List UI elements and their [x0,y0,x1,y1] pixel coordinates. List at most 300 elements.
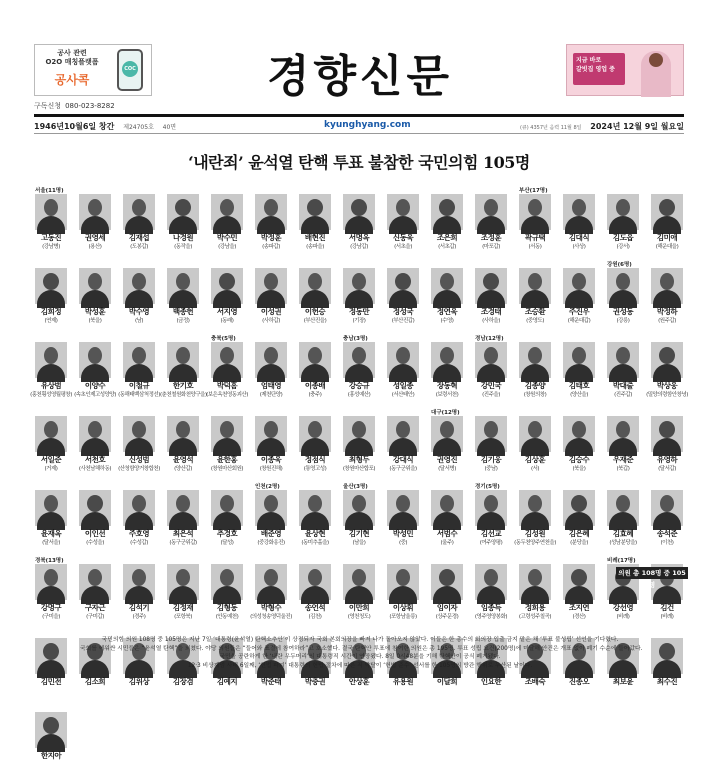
member-card [296,416,334,478]
portrait-head [352,495,366,512]
portrait-head [616,199,630,216]
member-card [516,194,554,256]
member-name: 조정훈 [480,233,502,242]
member-name: 박대출 [612,381,634,390]
member-district: (해운대을) [655,244,679,250]
phone-icon [117,49,143,91]
member-name: 서명옥 [348,233,370,242]
member-name: 조은희 [436,233,458,242]
member-name: 정연욱 [436,307,458,316]
member-name: 강민국 [480,381,502,390]
ad-left-brand: 공사콕 [54,73,90,87]
member-district: (창원마산합포) [342,466,376,472]
portrait-head [43,273,59,290]
member-district: (중영도) [526,318,544,324]
portrait-head [352,569,366,586]
portrait-head [528,199,542,216]
member-photo [211,490,243,526]
member-card [208,194,246,256]
member-photo [343,194,375,230]
portrait-head [88,347,102,364]
member-district: (연제) [44,318,58,324]
portrait-head [352,347,366,364]
member-district: (달서을) [42,540,60,546]
member-district: (속초인제고성양양) [74,392,116,398]
member-name: 정동만 [348,307,370,316]
member-photo [343,490,375,526]
member-name: 김재섭 [128,233,150,242]
member-photo [651,416,683,452]
portrait-head [132,273,146,290]
member-photo [35,342,67,378]
member-name: 이성권 [260,307,282,316]
member-name: 백종헌 [172,307,194,316]
member-card [32,712,70,774]
member-name: 한지아 [40,751,62,760]
member-name: 김선교 [480,529,502,538]
member-district: (강남을) [218,244,236,250]
member-name: 김형동 [216,603,238,612]
member-name: 박성민 [392,529,414,538]
region-label: 경남(12명) [475,336,504,342]
member-district: (서) [530,466,540,472]
member-card [604,268,642,330]
member-photo [431,416,463,452]
member-name: 조경태 [480,307,502,316]
member-photo [123,416,155,452]
member-name: 윤영석 [172,455,194,464]
member-photo [475,268,507,304]
member-photo [167,268,199,304]
member-district: (북갑) [616,466,630,472]
member-card [340,268,378,330]
member-photo [343,342,375,378]
portrait-head [88,421,102,438]
website-link[interactable]: kyunghyang.com [324,120,411,130]
member-photo [519,416,551,452]
member-card [648,194,686,256]
member-card [340,564,378,626]
region-label: 부산(17명) [519,188,548,194]
member-card [252,194,290,256]
member-photo [387,416,419,452]
member-name: 박정하 [656,307,678,316]
member-card [296,564,334,626]
member-photo [607,194,639,230]
member-photo [651,268,683,304]
member-district: (강서) [616,244,630,250]
portrait-head [659,421,675,438]
portrait-head [219,273,235,290]
member-name: 우재준 [612,455,634,464]
portrait-head [352,421,366,438]
member-card [296,268,334,330]
portrait-head [87,495,103,512]
tel-number: 080-023-8282 [65,102,115,110]
portrait-head [440,495,454,512]
member-card [164,194,202,256]
region-label: 충북(5명) [211,336,236,342]
portrait-head [659,199,675,216]
member-name: 최은석 [172,529,194,538]
member-name: 임이자 [436,603,458,612]
member-card [252,342,290,404]
member-district: (구미갑) [86,614,104,620]
member-district: (충주) [308,392,322,398]
member-name: 김장겸 [172,677,194,686]
member-card [472,564,510,626]
member-district: (산청함양거창합천) [118,466,160,472]
issue-date-info [520,121,684,132]
member-photo [35,564,67,600]
member-card [384,268,422,330]
member-district: (중강화옹진) [257,540,285,546]
portrait-head [352,273,366,290]
member-name: 김종양 [524,381,546,390]
member-district: (창원진해) [259,466,283,472]
member-district: (보은옥천영동괴산) [206,392,248,398]
member-district: (수성갑) [130,540,148,546]
member-name: 권영세 [84,233,106,242]
member-name: 이헌승 [304,307,326,316]
member-district: (보령서천) [435,392,459,398]
portrait-head [44,347,58,364]
member-district: (북을) [88,318,102,324]
member-district: (동구군위갑) [169,540,197,546]
portrait-head [396,569,410,586]
ad-right-banner[interactable] [566,44,684,96]
member-photo [123,342,155,378]
member-district: (양산갑) [174,466,192,472]
member-district: (포항북) [174,614,192,620]
member-photo [167,194,199,230]
member-photo [563,416,595,452]
member-card [32,416,70,478]
member-photo [35,638,67,674]
member-photo [123,490,155,526]
member-name: 서지영 [216,307,238,316]
region-label: 울산(3명) [343,484,368,490]
dateline-bar [34,114,684,134]
member-photo [167,416,199,452]
member-name: 김미애 [656,233,678,242]
portrait-head [132,495,146,512]
member-name: 조배숙 [524,677,546,686]
member-district: (경산) [572,614,586,620]
member-name: 정점식 [304,455,326,464]
member-name: 추경호 [216,529,238,538]
member-card [164,490,202,552]
member-name: 정희용 [524,603,546,612]
portrait-head [572,273,586,290]
member-photo [651,638,683,674]
member-card [560,268,598,330]
portrait-head [308,569,322,586]
portrait-head [572,199,586,216]
member-district: (거제) [44,466,58,472]
member-district: (달서병) [438,466,456,472]
member-card [164,416,202,478]
portrait-head [659,643,675,660]
summary-line: 국회를 에워싼 시민들은 “윤석열 탄핵”을 외쳤다. 야당 의원들은 “들어와 표결에 참여하라”고 호소했다. 결국 탄핵안 투표에 참여한 의원은 총 195명. 투표 성립 요건(200명)에 미달해 안건은 개표 없이 폐기 수순에 들어갔다. [80,645,643,652]
member-photo [79,564,111,600]
member-name: 서천호 [84,455,106,464]
portrait-head [396,347,410,364]
member-district: (사하을) [482,318,500,324]
member-photo [299,194,331,230]
member-photo [255,490,287,526]
member-name: 박준태 [260,677,282,686]
member-card [76,194,114,256]
portrait-head [308,273,322,290]
portrait-head [175,199,191,216]
summary-line: 12·3 비상계엄 사태 6일째, ‘헌법 파괴’ 대통령의 헌법 절차에 따른 직 박탈이 ‘헌법 준수’ 선서를 한 105명의 방관 행위로 무산된 날이다. [187,662,533,669]
member-photo [123,194,155,230]
member-name: 주호영 [128,529,150,538]
member-name: 윤상현 [304,529,326,538]
total-count-badge: 의원 총 108명 중 105명 [616,567,688,579]
member-name: 김기웅 [480,455,502,464]
member-card [32,564,70,626]
member-name: 김건 [660,603,674,612]
member-card [252,416,290,478]
member-name: 이양수 [84,381,106,390]
member-name: 조승환 [524,307,546,316]
founded-date: 1946년10월6일 창간 [34,122,115,131]
member-district: (동두천양주연천을) [514,540,556,546]
member-photo [607,268,639,304]
portrait-head [88,273,102,290]
member-photo [255,564,287,600]
subscription-tel [34,101,119,111]
member-card [120,416,158,478]
member-district: (송파갑) [262,244,280,250]
member-district: (부산진갑) [391,318,415,324]
headline: ‘내란죄’ 윤석열 탄핵 투표 불참한 국민의힘 105명 [188,153,530,172]
member-name: 김대식 [568,233,590,242]
portrait-head [395,273,411,290]
member-name: 이만희 [348,603,370,612]
member-district: (금정) [176,318,190,324]
member-district: (용산) [88,244,102,250]
member-name: 박수민 [216,233,238,242]
portrait-head [220,495,234,512]
member-card [560,342,598,404]
member-photo [211,268,243,304]
member-photo [123,268,155,304]
member-card [560,564,598,626]
portrait-head [264,421,278,438]
portrait-head [571,569,587,586]
member-card [120,194,158,256]
member-card [472,342,510,404]
member-card [296,490,334,552]
portrait-head [484,421,498,438]
portrait-head [528,273,542,290]
member-name: 박상웅 [656,381,678,390]
member-card [208,342,246,404]
ad-right-text [573,53,625,85]
newspaper-logo[interactable]: 경향신문 [266,51,453,102]
member-name: 고동진 [40,233,62,242]
ad-right-line: 지금 바로 [576,57,602,64]
member-name: 김효혜 [612,529,634,538]
member-photo [167,490,199,526]
member-card [32,342,70,404]
member-name: 서일준 [40,455,62,464]
member-name: 이달희 [436,677,458,686]
member-name: 박덕흠 [216,381,238,390]
ad-left-banner[interactable] [34,44,152,96]
member-name: 신성범 [128,455,150,464]
portrait-head [396,495,410,512]
member-photo [607,490,639,526]
member-district: (강남병) [42,244,60,250]
member-card [296,194,334,256]
member-name: 강선영 [612,603,634,612]
member-photo [475,342,507,378]
member-district: (창원마산회원) [210,466,244,472]
member-name: 김정재 [172,603,194,612]
member-name: 윤재옥 [40,529,62,538]
member-card [32,490,70,552]
member-card [384,564,422,626]
member-district: (홍성예산) [347,392,371,398]
member-district: (경주) [132,614,146,620]
member-photo [255,342,287,378]
member-district: (비례) [660,614,674,620]
portrait-head [132,421,146,438]
member-photo [343,564,375,600]
member-district: (중남) [484,466,498,472]
member-name: 서범수 [436,529,458,538]
portrait-head [88,199,102,216]
portrait-head [88,569,102,586]
member-card [208,564,246,626]
member-photo [35,416,67,452]
member-district: (남) [134,318,144,324]
member-district: (원주갑) [658,318,676,324]
member-card [76,490,114,552]
member-name: 나경원 [172,233,194,242]
portrait-head [660,273,674,290]
portrait-head [308,421,322,438]
member-photo [475,416,507,452]
ad-model-image [641,51,671,97]
member-name: 성일종 [392,381,414,390]
member-district: (여주양평) [479,540,503,546]
member-card [516,342,554,404]
portrait-head [132,569,146,586]
page-count: 40면 [162,124,177,131]
member-name: 배준영 [260,529,282,538]
summary-line: 국민의힘 의원 108명 중 105명은 지난 7일 ‘대통령(윤석열) 탄핵소추안’이 상정되자 국회 본회의장을 빠져 나가 돌아오지 않았다. 이들은 한 총수의 회의장 입출 금지 맡은 채 ‘투표 불성립’ 선언을 기다렸다. [101,637,619,643]
member-photo [299,342,331,378]
portrait-head [572,421,586,438]
member-name: 구자근 [84,603,106,612]
member-name: 김태호 [568,381,590,390]
portrait-head [176,273,190,290]
member-district: (고령성주칠곡) [518,614,552,620]
portrait-head [44,495,58,512]
member-photo [519,564,551,600]
member-card [340,194,378,256]
portrait-head [220,569,234,586]
portrait-head [44,199,58,216]
region-label: 충남(3명) [343,336,368,342]
member-photo [651,194,683,230]
ad-left-line: O2O 매칭플랫폼 [45,58,99,66]
member-name: 이종배 [304,381,326,390]
member-card [428,564,466,626]
member-name: 안상훈 [348,677,370,686]
member-district: (양산을) [570,392,588,398]
member-card [120,564,158,626]
member-card [252,490,290,552]
portrait-head [616,421,630,438]
portrait-head [264,273,278,290]
member-name: 유영하 [656,455,678,464]
member-photo [387,194,419,230]
member-name: 권성동 [612,307,634,316]
member-card [76,416,114,478]
member-photo [167,342,199,378]
member-district: (의성청송영덕울진) [250,614,292,620]
member-name: 김예지 [216,677,238,686]
member-district: (마포갑) [482,244,500,250]
lunar-date: (큐) 4357년 음력 11월 8일 [519,125,582,131]
member-name: 김석기 [128,603,150,612]
member-name: 박충권 [304,677,326,686]
portrait-head [308,347,322,364]
member-district: (김천) [308,614,322,620]
member-photo [651,342,683,378]
portrait-head [176,347,190,364]
portrait-head [528,347,542,364]
member-district: (강남갑) [350,244,368,250]
portrait-head [439,569,455,586]
portrait-head [440,347,454,364]
member-card [76,342,114,404]
member-district: (동해태백삼척정선) [118,392,160,398]
member-card [560,490,598,552]
member-photo [651,490,683,526]
member-card [120,490,158,552]
member-card [560,416,598,478]
member-photo [431,564,463,600]
member-card [120,342,158,404]
member-district: (사천남해하동) [78,466,112,472]
member-name: 송언석 [304,603,326,612]
member-district: (구미을) [42,614,60,620]
member-district: (영주영양봉화) [474,614,508,620]
member-name: 배현진 [304,233,326,242]
member-name: 김성원 [524,529,546,538]
member-card [516,564,554,626]
member-photo [563,342,595,378]
portrait-head [483,273,499,290]
member-district: (달성) [220,540,234,546]
member-district: (이천) [660,540,674,546]
member-card [648,490,686,552]
ad-left-text [39,49,105,67]
member-card [76,564,114,626]
member-district: (안동예천) [215,614,239,620]
member-name: 장동혁 [436,381,458,390]
portrait-head [176,495,190,512]
member-name: 강명구 [40,603,62,612]
member-photo [387,342,419,378]
